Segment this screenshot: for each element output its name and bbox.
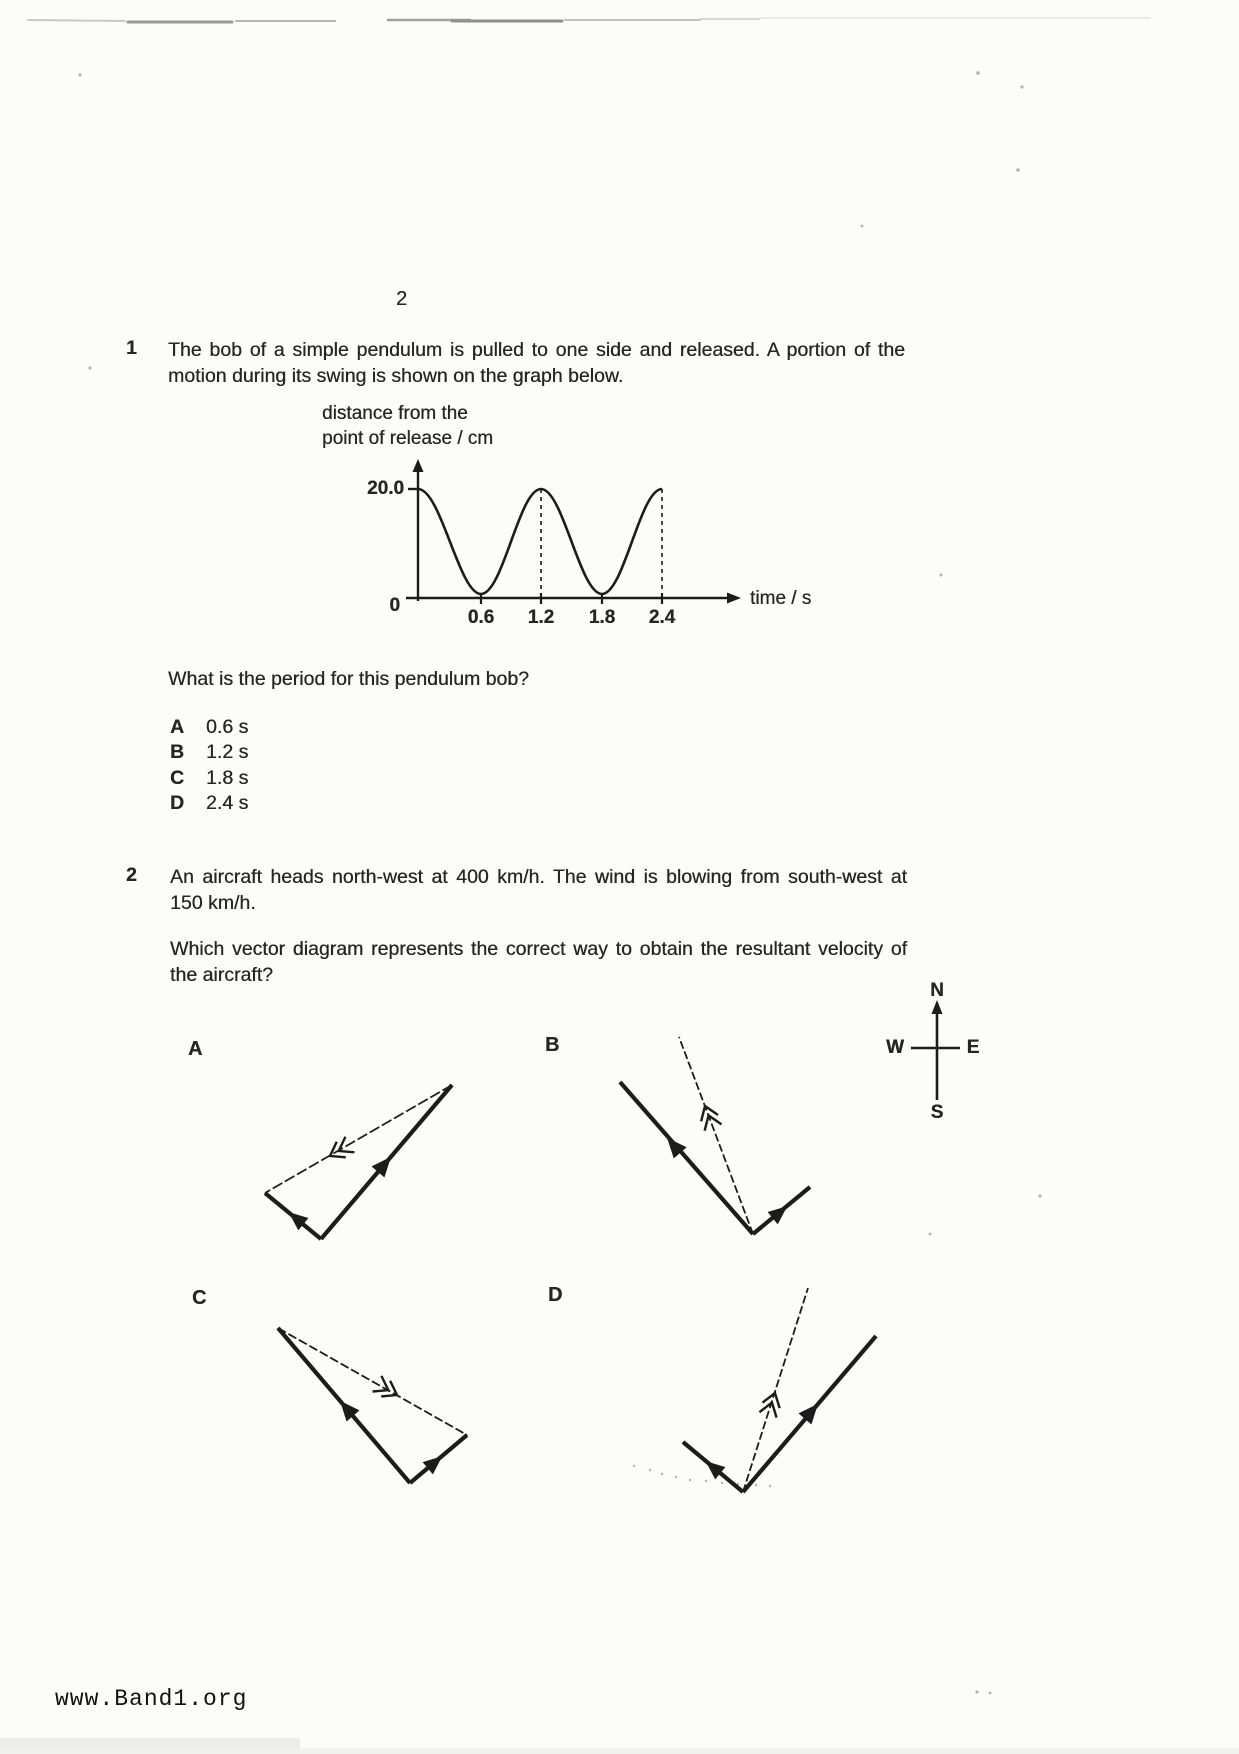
question2-text-line3: Which vector diagram represents the correct way to obtain the resultant velocity of [170, 938, 907, 960]
option-letter: A [170, 716, 185, 738]
compass-east-label: E [966, 1037, 980, 1058]
vector-diagram-b [620, 1037, 810, 1234]
question2-text-line1: An aircraft heads north-west at 400 km/h. The wind is blowing from south-west at [170, 866, 907, 888]
diagram-b-label: B [545, 1034, 560, 1056]
graph-xtick-label: 1.8 [588, 607, 616, 628]
option-letter: D [170, 792, 185, 814]
footer-url: www.Band1.org [55, 1686, 248, 1712]
compass-west-label: W [886, 1037, 904, 1058]
option-value: 0.6 s [206, 716, 249, 738]
option-value: 1.2 s [206, 741, 249, 763]
graph-xtick-label: 1.2 [527, 607, 555, 628]
diagram-a-label: A [188, 1038, 203, 1060]
diagram-a-thin-vector [265, 1085, 452, 1193]
question1-text-line1: The bob of a simple pendulum is pulled to one side and released. A portion of the [168, 339, 905, 361]
graph-curve [418, 489, 662, 594]
question1-prompt: What is the period for this pendulum bob? [168, 668, 529, 690]
diagram-d-chevron-arrow-icon [759, 1390, 783, 1417]
graph-ylabel-line1: distance from the [322, 403, 468, 424]
page-number: 2 [396, 288, 408, 310]
vector-diagram-d [683, 1288, 876, 1492]
vector-diagram-a [265, 1085, 452, 1239]
option-letter: C [170, 767, 185, 789]
graph-ylabel-line2: point of release / cm [322, 428, 494, 449]
vector-diagram-c [278, 1328, 467, 1483]
diagram-d-label: D [548, 1284, 563, 1306]
graph-x-axis-arrow-icon [727, 593, 741, 604]
diagram-a-chevron-arrow-icon [326, 1137, 355, 1164]
compass-north-arrow-icon [932, 1000, 943, 1014]
diagram-c-chevron-arrow-icon [373, 1376, 402, 1403]
diagram-b-resultant-thin-vector [679, 1037, 753, 1234]
option-row-c [170, 767, 248, 790]
option-row-d [170, 792, 248, 815]
question1-text-line2: motion during its swing is shown on the graph below. [168, 365, 624, 387]
graph-origin-label: 0 [389, 595, 400, 616]
option-row-b [170, 741, 248, 764]
graph-ymax-label: 20.0 [367, 478, 404, 499]
option-value: 1.8 s [206, 767, 249, 789]
diagram-c-label: C [192, 1287, 207, 1309]
diagram-d-resultant-thin-vector [743, 1288, 808, 1492]
question2-text-line2: 150 km/h. [170, 892, 256, 914]
diagram-c-thin-vector [278, 1328, 467, 1435]
option-row-a [170, 716, 248, 739]
graph-y-axis-arrow-icon [413, 459, 424, 472]
question2-number: 2 [126, 864, 137, 886]
graph-xtick-label: 0.6 [467, 607, 495, 628]
option-letter: B [170, 741, 185, 763]
compass-rose [911, 1000, 960, 1100]
scan-edge-patch [0, 1748, 1239, 1754]
diagram-b-chevron-arrow-icon [697, 1103, 722, 1131]
option-value: 2.4 s [206, 792, 249, 814]
graph-xtick-label: 2.4 [648, 607, 676, 628]
diagram-b-thick-vector-long [620, 1082, 753, 1234]
compass-north-label: N [930, 980, 944, 1001]
graph-xlabel: time / s [750, 588, 812, 609]
pendulum-graph [406, 459, 741, 604]
compass-south-label: S [930, 1102, 944, 1123]
scan-artifact-streaks [28, 18, 1150, 22]
question2-text-line4: the aircraft? [170, 964, 273, 986]
question1-number: 1 [126, 337, 137, 359]
